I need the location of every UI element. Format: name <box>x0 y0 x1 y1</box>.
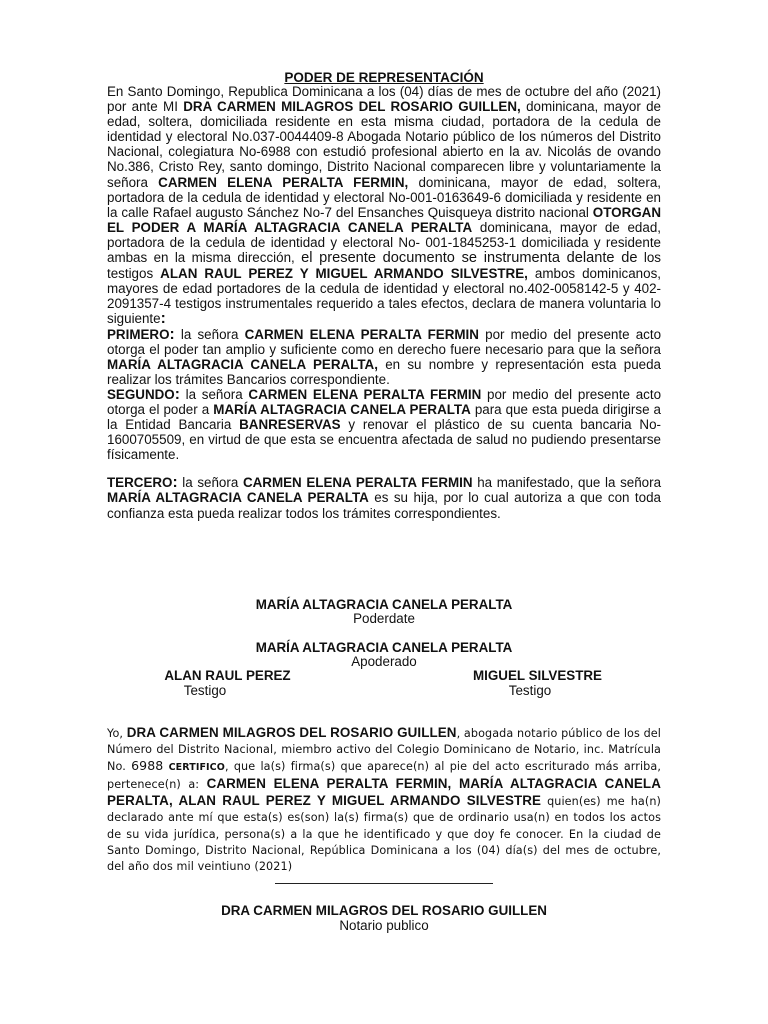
cert-matricula: 6988 <box>131 758 164 774</box>
notary-signature-role: Notario publico <box>339 918 429 933</box>
tercero-text-3: es su hija, por lo cual autoriza a que con toda confianza esta pueda realizar todos los trámites correspondientes. <box>107 490 661 521</box>
intro-paragraph <box>107 84 661 327</box>
poderdante-role: Poderdate <box>353 611 415 626</box>
segundo-text-2: por medio del presente acto otorga el poder a <box>107 386 662 417</box>
notary-signature-name: DRA CARMEN MILAGROS DEL ROSARIO GUILLEN <box>221 903 547 918</box>
paragraph-gap <box>107 462 661 475</box>
intro-witnesses: ALAN RAUL PEREZ Y MIGUEL ARMANDO SILVESTRE, <box>160 266 528 282</box>
segundo-text-3: para que esta pueda dirigirse a la Entidad Bancaria <box>107 401 661 433</box>
witness-2-role: Testigo <box>508 683 552 698</box>
cert-text-5: quien(es) me ha(n) declarado ante mí que esta(s) es(son) la(s) firma(s) que de ordinario usa(n) en todos los actos de su vida jurídica, persona(s) a la que he identificado y que doy fe conocer. En la ciudad de Santo Domingo, Distrito Nacional, República Dominicana a los (04) día(s) del mes de octubre, del año dos mil veintiuno (2021) <box>107 795 661 873</box>
apoderado-role: Apoderado <box>351 654 417 669</box>
certification-paragraph <box>107 725 661 875</box>
segundo-colon: : <box>174 385 180 403</box>
primero-text-1: la señora <box>174 326 245 342</box>
intro-text-4: dominicana, mayor de edad, portadora de la cedula de identidad y electoral No- 001-1845253-1 domiciliada y residente ambas en la misma dirección, <box>107 219 661 266</box>
tercero-name-1: CARMEN ELENA PERALTA FERMIN <box>242 475 473 491</box>
cert-text-1: Yo, <box>107 727 127 740</box>
primero-text-3: en su nombre y representación esta pueda realizar los trámites Bancarios correspondiente. <box>107 356 661 387</box>
cert-names: CARMEN ELENA PERALTA FERMIN, MARÍA ALTAGRACIA CANELA PERALTA, ALAN RAUL PEREZ Y MIGUEL ARMANDO SILVESTRE <box>107 776 661 809</box>
tercero-label: TERCERO <box>107 475 173 491</box>
witness-2-name: MIGUEL SILVESTRE <box>473 668 602 683</box>
witness-1-role: Testigo <box>183 683 227 698</box>
intro-text-3: dominicana, mayor de edad, soltera, portadora de la cedula de identidad y electoral No-001-0163649-6 domiciliada y residente en la calle Rafael augusto Sánchez No-7 del Ensanches Quisqueya distrito nacional <box>107 174 661 220</box>
primero-colon: : <box>169 325 175 343</box>
intro-text-7: ambos dominicanos, mayores de edad portadores de la cedula de identidad y electoral no.402-0058142-5 y 402-2091357-4 testigos instrumentales requerido a tales efectos, declara de manera voluntaria lo siguiente <box>107 266 661 327</box>
segundo-text-1: la señora <box>179 386 249 402</box>
intro-colon: : <box>160 310 166 328</box>
primero-paragraph <box>107 327 661 387</box>
cert-notary: DRA CARMEN MILAGROS DEL ROSARIO GUILLEN <box>126 725 457 740</box>
document-title: PODER DE REPRESENTACIÓN <box>284 70 484 85</box>
intro-notary-name: DRA CARMEN MILAGROS DEL ROSARIO GUILLEN, <box>183 99 521 115</box>
intro-text-5: el presente documento se instrumenta delante de <box>301 250 638 267</box>
apoderado-name: MARÍA ALTAGRACIA CANELA PERALTA <box>255 640 513 655</box>
segundo-bank: BANRESERVAS <box>239 417 341 433</box>
document-body <box>107 84 661 521</box>
segundo-text-4: y renovar el plástico de su cuenta bancaria No- 1600705509, en virtud de que esta se encuentra afectada de salud no pudiendo presentarse físicamente. <box>107 417 661 463</box>
poderdante-name: MARÍA ALTAGRACIA CANELA PERALTA <box>255 597 513 612</box>
primero-name-1: CARMEN ELENA PERALTA FERMIN <box>244 326 479 342</box>
cert-certifico: CERTIFICO <box>168 762 225 774</box>
cert-text-2: , abogada notario público de los del Número del Distrito Nacional, miembro activo del Colegio Dominicano de Notario, inc. Matrícula No. <box>107 727 661 774</box>
intro-otorgan: OTORGAN EL PODER A MARÍA ALTAGRACIA CANELA PERALTA <box>107 204 661 235</box>
segundo-paragraph <box>107 387 661 462</box>
tercero-name-2: MARÍA ALTAGRACIA CANELA PERALTA <box>107 490 369 506</box>
intro-text-1: En Santo Domingo, Republica Dominicana a los (04) días de mes de octubre del año (2021) por ante MI <box>107 84 661 115</box>
tercero-text-1: la señora <box>177 475 243 491</box>
primero-name-2: MARÍA ALTAGRACIA CANELA PERALTA, <box>107 356 378 372</box>
primero-label: PRIMERO <box>107 326 170 342</box>
tercero-paragraph <box>107 475 661 520</box>
cert-text-4: , que la(s) firma(s) que aparece(n) al pie del acto escriturado más arriba, pertenece(n) a: <box>107 760 661 792</box>
tercero-colon: : <box>172 474 178 492</box>
signature-line <box>275 883 493 884</box>
segundo-name-1: CARMEN ELENA PERALTA FERMIN <box>248 386 482 402</box>
intro-grantor: CARMEN ELENA PERALTA FERMIN, <box>158 174 409 190</box>
primero-text-2: por medio del presente acto otorga el poder tan amplio y suficiente como en derecho fuere necesario para que la señora <box>107 326 662 357</box>
intro-text-2: dominicana, mayor de edad, soltera, domiciliada residente en esta misma ciudad, portadora de la cedula de identidad y electoral No.037-0044409-8 Abogada Notario público de los números del Distrito Nacional, colegiatura No-6988 con estudió profesional abierto en la av. Nicolás de ovando No.386, Cristo Rey, santo domingo, Distrito Nacional comparecen libre y voluntariamente la señora <box>107 99 662 190</box>
intro-text-6: los testigos <box>107 250 661 282</box>
witness-1-name: ALAN RAUL PEREZ <box>164 668 291 683</box>
segundo-name-2: MARÍA ALTAGRACIA CANELA PERALTA <box>213 401 471 417</box>
tercero-text-2: ha manifestado, que la señora <box>472 475 662 491</box>
segundo-label: SEGUNDO <box>107 386 175 402</box>
